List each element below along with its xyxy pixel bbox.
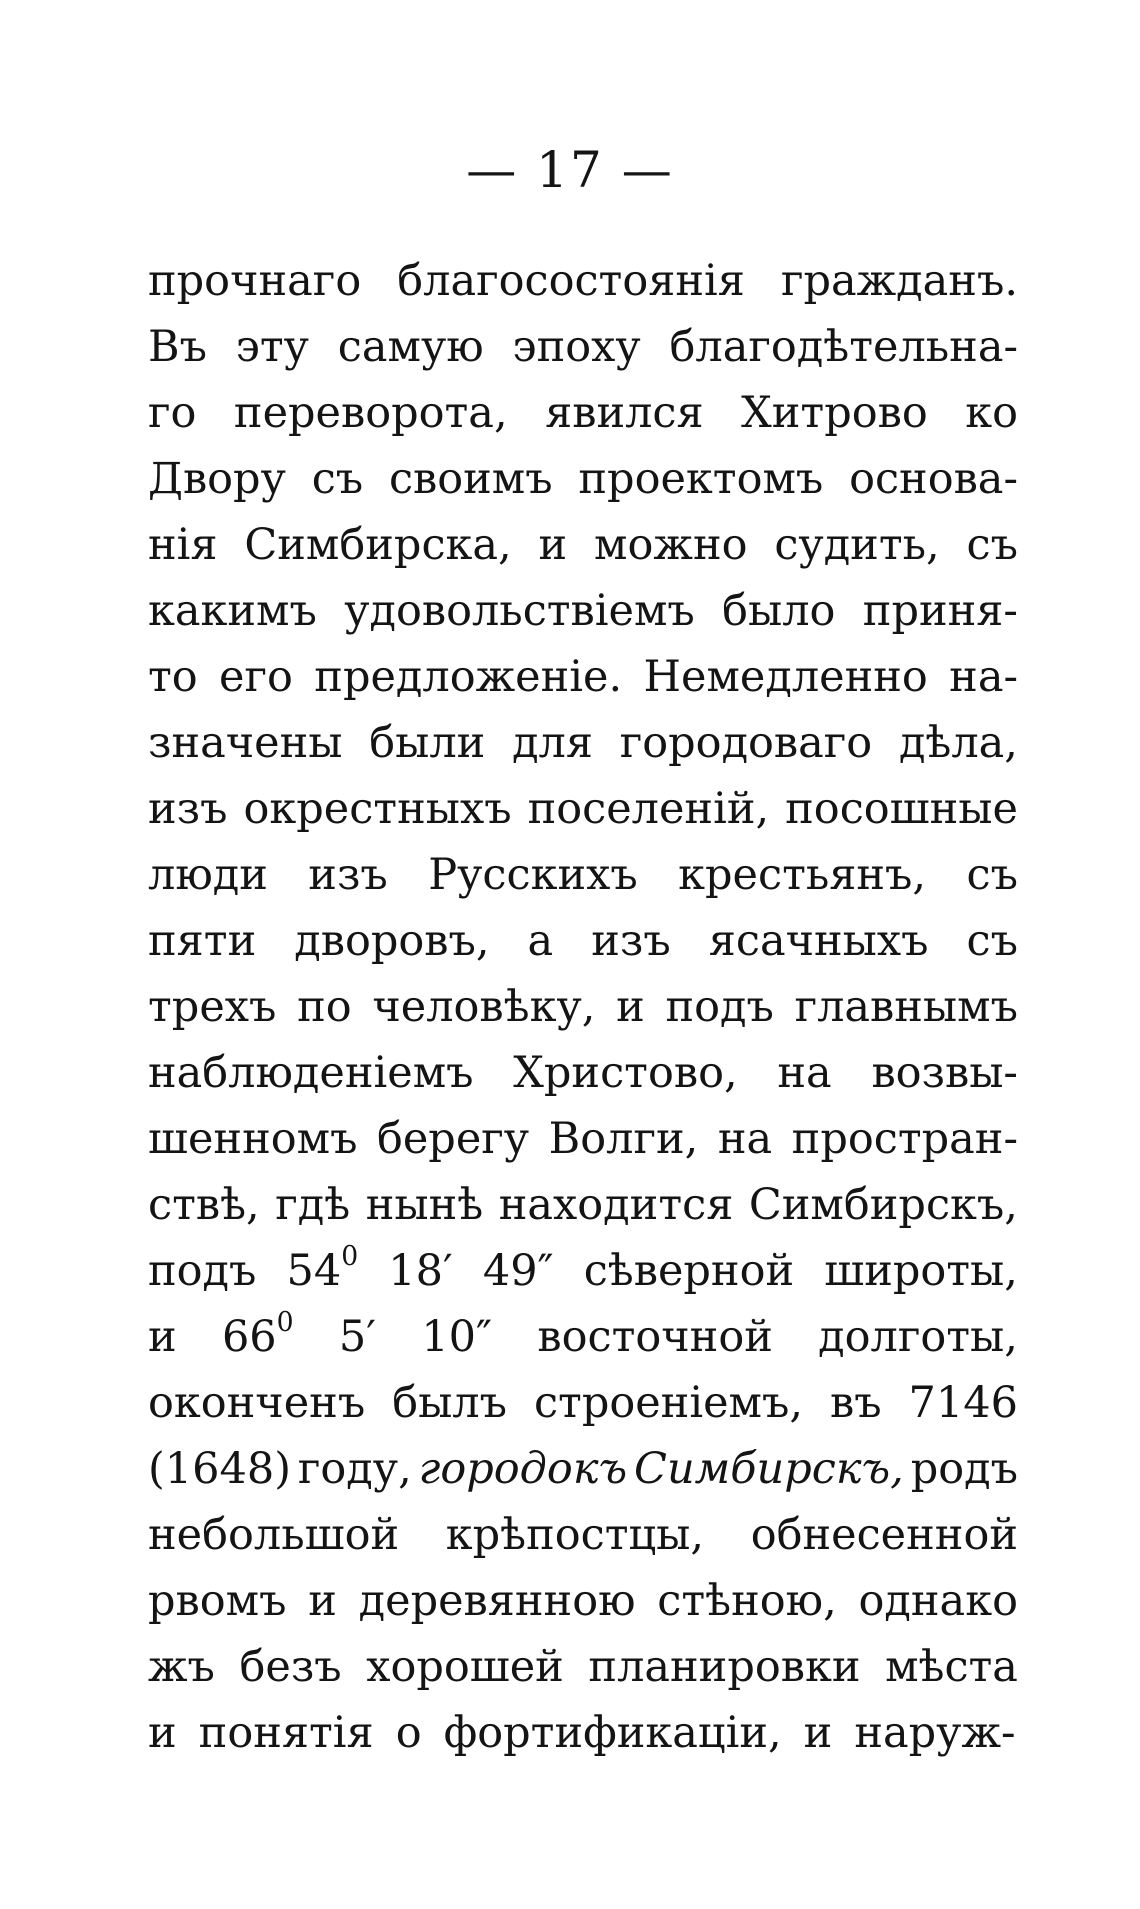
text-line [148, 1172, 1018, 1238]
word [148, 446, 286, 512]
word [774, 512, 939, 578]
word [243, 776, 511, 842]
word-text: своимъ [388, 454, 553, 504]
word-text: нынѣ [365, 1180, 484, 1230]
text-line [148, 1700, 1018, 1766]
word-text: Въ [148, 322, 207, 372]
word-text: крѣпостцы, [445, 1510, 705, 1560]
word-text: деревянною [358, 1576, 636, 1626]
word-text: и [616, 982, 645, 1032]
degree-mark: 0 [276, 1307, 294, 1339]
word [294, 908, 489, 974]
word [396, 1700, 422, 1766]
word [588, 1634, 860, 1700]
word-text: и [803, 1708, 833, 1758]
word-text: изъ [148, 784, 228, 834]
word [222, 1304, 294, 1370]
word [148, 1436, 291, 1502]
word [899, 710, 1018, 776]
word [678, 842, 926, 908]
word [578, 446, 823, 512]
word [709, 908, 929, 974]
word-text: удовольствіемъ [344, 586, 695, 636]
text-line [148, 1436, 1018, 1502]
text-line [148, 578, 1018, 644]
word [949, 644, 1018, 710]
word-text: ствѣ, [148, 1180, 260, 1230]
text-line [148, 1304, 1018, 1370]
word [377, 1106, 529, 1172]
word [967, 512, 1018, 578]
word-text: 7146 [908, 1378, 1018, 1428]
word-text: строеніемъ, [533, 1378, 804, 1428]
word [854, 1700, 1015, 1766]
word [366, 1634, 564, 1700]
word [199, 1700, 374, 1766]
word [148, 776, 227, 842]
text-line [148, 446, 1018, 512]
word-text: дѣла, [898, 718, 1018, 768]
word-text: самую [337, 322, 484, 372]
word-text: 66 [221, 1312, 277, 1362]
word [234, 380, 508, 446]
word [863, 578, 1018, 644]
text-line [148, 1634, 1018, 1700]
word-text: городокъ [418, 1444, 628, 1494]
word [344, 578, 695, 644]
word [148, 1106, 357, 1172]
word-text: съ [966, 850, 1018, 900]
word-text: ясачныхъ [708, 916, 929, 966]
word-text: нія [148, 520, 218, 570]
word-text: эту [235, 322, 309, 372]
word-text: основа- [849, 454, 1018, 504]
word [965, 380, 1018, 446]
word-text: 54 [286, 1246, 342, 1296]
word-text: и [538, 520, 568, 570]
word-text: обнесенной [750, 1510, 1018, 1560]
word [148, 1040, 474, 1106]
word-text: стѣною, [657, 1576, 837, 1626]
text-line [148, 776, 1018, 842]
word-text: однако [858, 1576, 1018, 1626]
word-text: 49″ [482, 1246, 554, 1296]
word-text: съ [966, 916, 1018, 966]
word-text: и [148, 1312, 177, 1362]
text-line [148, 380, 1018, 446]
word-text: безъ [239, 1642, 342, 1692]
word-text: крестьянъ, [678, 850, 927, 900]
word [397, 248, 745, 314]
word [644, 644, 928, 710]
word-text: какимъ [148, 586, 317, 636]
word [777, 1040, 831, 1106]
word-text: можно [594, 520, 748, 570]
word-text: 5′ [338, 1312, 377, 1362]
word-text: его [219, 652, 293, 702]
word [148, 380, 196, 446]
word [795, 974, 1018, 1040]
word-text: посошные [785, 784, 1018, 834]
word-text: благосостоянія [397, 256, 745, 306]
page-number: — 17 — [466, 141, 674, 199]
word [359, 1568, 636, 1634]
word-text: году, [297, 1444, 412, 1494]
word-text: берегу [376, 1114, 530, 1164]
word-text: долготы, [818, 1312, 1018, 1362]
word-text: Двору [148, 454, 286, 504]
word [859, 1568, 1018, 1634]
word-text: мѣста [885, 1642, 1018, 1692]
word [148, 248, 361, 314]
word [722, 578, 835, 644]
word [392, 1370, 507, 1436]
word-text: съ [966, 520, 1018, 570]
word-text: (1648) [148, 1444, 291, 1494]
word [591, 908, 670, 974]
word [148, 1700, 177, 1766]
word-text: наруж- [854, 1708, 1016, 1758]
word [236, 314, 309, 380]
word [616, 974, 645, 1040]
word-text: прочнаго [148, 256, 362, 306]
word-text: Симбирскъ, [748, 1180, 1018, 1230]
word-text: 10″ [421, 1312, 493, 1362]
word [499, 1172, 734, 1238]
word-text: трехъ [148, 982, 277, 1032]
text-line [148, 1502, 1018, 1568]
word [444, 1700, 782, 1766]
word-text: переворота, [233, 388, 508, 438]
word [871, 1040, 1018, 1106]
word-text: на- [949, 652, 1018, 702]
word-text: сѣверной [583, 1246, 795, 1296]
text-line [148, 314, 1018, 380]
word [885, 1634, 1018, 1700]
word [528, 908, 554, 974]
word-text: о [395, 1708, 422, 1758]
word [665, 974, 773, 1040]
word-text: го [148, 388, 197, 438]
word [148, 1304, 177, 1370]
word [483, 1238, 554, 1304]
text-line [148, 1568, 1018, 1634]
word-text: главнымъ [794, 982, 1018, 1032]
word-text: предложеніе. [314, 652, 623, 702]
word-text: широты, [824, 1246, 1018, 1296]
word [818, 1304, 1018, 1370]
word [148, 710, 343, 776]
word [534, 1370, 803, 1436]
word [549, 1106, 699, 1172]
word-text: небольшой [148, 1510, 400, 1560]
word [339, 1304, 376, 1370]
text-line [148, 248, 1018, 314]
word-text: гражданъ. [780, 256, 1018, 306]
word [781, 248, 1018, 314]
word-text: а [527, 916, 554, 966]
word [244, 512, 511, 578]
word-text: приня- [862, 586, 1018, 636]
word-text: благодѣтельна- [669, 322, 1018, 372]
word [148, 1172, 260, 1238]
word [594, 512, 747, 578]
word [620, 710, 872, 776]
word [419, 1436, 628, 1502]
text-line [148, 512, 1018, 578]
word-text: дворовъ, [294, 916, 490, 966]
word [537, 1304, 773, 1370]
word-text: понятія [198, 1708, 374, 1758]
word [148, 842, 268, 908]
word [967, 908, 1018, 974]
word-text: и [148, 1708, 177, 1758]
word-text: Христово, [513, 1048, 738, 1098]
word [297, 974, 352, 1040]
word-text: на [777, 1048, 832, 1098]
word-text: ко [965, 388, 1018, 438]
word [428, 842, 638, 908]
word-text: фортификаціи, [443, 1708, 782, 1758]
word-text: эпоху [512, 322, 641, 372]
word [286, 1238, 358, 1304]
word-text: Симбирскъ, [634, 1444, 904, 1494]
word [513, 1040, 737, 1106]
word-text: изъ [591, 916, 671, 966]
word [372, 974, 595, 1040]
word-text: судить, [774, 520, 940, 570]
word-text: подъ [148, 1246, 257, 1296]
word [308, 1568, 337, 1634]
word-text: значены [148, 718, 343, 768]
word [751, 1502, 1018, 1568]
word [148, 1502, 399, 1568]
word-text: люди [148, 850, 268, 900]
text-line [148, 1370, 1018, 1436]
word-text: хорошей [366, 1642, 564, 1692]
word [366, 1172, 483, 1238]
word [148, 512, 218, 578]
word-text: по [297, 982, 352, 1032]
word-text: было [722, 586, 836, 636]
word-text: то [148, 652, 198, 702]
word-text: планировки [588, 1642, 861, 1692]
text-line [148, 974, 1018, 1040]
word [148, 1370, 365, 1436]
word [584, 1238, 794, 1304]
word [513, 314, 641, 380]
word [148, 314, 207, 380]
word-text: на [717, 1114, 773, 1164]
word-text: 18′ [388, 1246, 453, 1296]
word [741, 380, 928, 446]
word [824, 1238, 1018, 1304]
word [718, 1106, 772, 1172]
word [314, 644, 622, 710]
word-text: съ [311, 454, 364, 504]
word-text: были [369, 718, 486, 768]
word [338, 314, 484, 380]
word [148, 908, 256, 974]
word [545, 380, 704, 446]
word-text: подъ [665, 982, 774, 1032]
word [911, 1436, 1018, 1502]
word-text: наблюденіемъ [148, 1048, 474, 1098]
word [239, 1634, 341, 1700]
word-text: находится [498, 1180, 734, 1230]
word [785, 776, 1018, 842]
word-text: Немедленно [643, 652, 928, 702]
word-text: въ [830, 1378, 882, 1428]
word-text: Симбирска, [244, 520, 512, 570]
word-text: оконченъ [148, 1378, 366, 1428]
word [275, 1172, 350, 1238]
word-text: рвомъ [148, 1576, 287, 1626]
word-text: простран- [791, 1114, 1018, 1164]
word [539, 512, 568, 578]
word [792, 1106, 1018, 1172]
word-text: проектомъ [578, 454, 824, 504]
word-text: пяти [148, 916, 257, 966]
word [148, 644, 198, 710]
word [670, 314, 1018, 380]
word [512, 710, 593, 776]
word-text: гдѣ [275, 1180, 351, 1230]
word [657, 1568, 836, 1634]
word-text: жъ [148, 1642, 215, 1692]
word [388, 1238, 452, 1304]
text-line [148, 842, 1018, 908]
word-text: Хитрово [741, 388, 928, 438]
word [909, 1370, 1018, 1436]
word-text: поселеній, [527, 784, 770, 834]
word [749, 1172, 1018, 1238]
word [148, 974, 276, 1040]
degree-mark: 0 [341, 1241, 359, 1273]
word-text: шенномъ [148, 1114, 358, 1164]
word [219, 644, 293, 710]
word-text: человѣку, [372, 982, 596, 1032]
word-text: былъ [392, 1378, 507, 1428]
word [634, 1436, 904, 1502]
word-text: Русскихъ [428, 850, 638, 900]
text-line [148, 710, 1018, 776]
word [148, 1634, 215, 1700]
word-text: Волги, [548, 1114, 699, 1164]
word [967, 842, 1018, 908]
body-text [148, 248, 1018, 1766]
word [830, 1370, 882, 1436]
word [148, 578, 317, 644]
word-text: изъ [308, 850, 388, 900]
word [849, 446, 1018, 512]
word-text: возвы- [871, 1048, 1018, 1098]
word [389, 446, 553, 512]
word-text: и [308, 1576, 337, 1626]
word [312, 446, 363, 512]
word [148, 1238, 256, 1304]
text-line [148, 1106, 1018, 1172]
word [528, 776, 770, 842]
word [804, 1700, 833, 1766]
text-line [148, 644, 1018, 710]
word-text: явился [545, 388, 704, 438]
word-text: родъ [910, 1444, 1018, 1494]
text-line [148, 1238, 1018, 1304]
word [369, 710, 485, 776]
word-text: городоваго [619, 718, 873, 768]
word [421, 1304, 492, 1370]
word [298, 1436, 412, 1502]
word [446, 1502, 704, 1568]
word-text: восточной [537, 1312, 773, 1362]
text-line [148, 1040, 1018, 1106]
word [148, 1568, 286, 1634]
text-line [148, 908, 1018, 974]
word [308, 842, 387, 908]
word-text: для [512, 718, 593, 768]
word-text: окрестныхъ [243, 784, 512, 834]
